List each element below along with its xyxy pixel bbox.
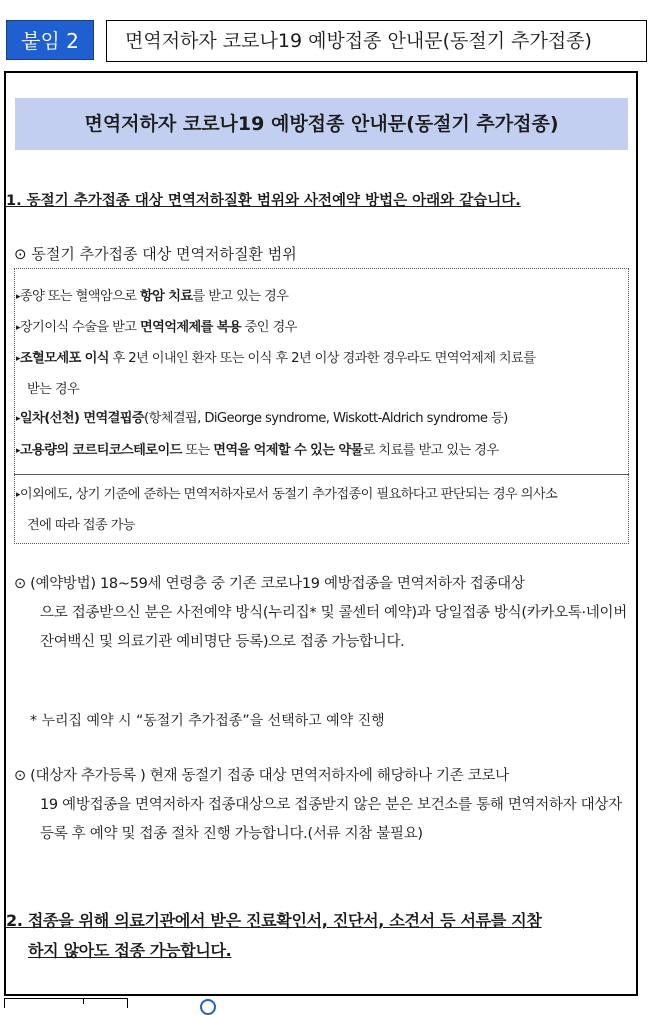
list-item: ▸일차(선천) 면역결핍증(항체결핍, DiGeorge syndrome, Wiskott-Aldrich syndrome 등) (16, 411, 508, 426)
booking-method-paragraph: ⊙ (예약방법) 18~59세 연령층 중 기존 코로나19 예방접종을 면역저하자 접종대상 으로 접종받으신 분은 사전예약 방식(누리집* 및 콜센터 예약)과 당일접종 방식(카카오톡·네이버 잔여백신 및 의료기관 예비명단 등록)으로 접종 가능합니다. (14, 576, 627, 650)
footer-divider (83, 998, 84, 1004)
list-item: ▸조혈모세포 이식 후 2년 이내인 환자 또는 이식 후 2년 이상 경과한 경우라도 면역억제제 치료를 받는 경우 (16, 351, 536, 397)
section2-heading: 2. 접종을 위해 의료기관에서 받은 진료확인서, 진단서, 소견서 등 서류를 지참 하지 않아도 접종 가능합니다. (6, 911, 542, 960)
list-item: ▸장기이식 수술을 받고 면역억제제를 복용 중인 경우 (16, 320, 297, 335)
section1-heading: 1. 동절기 추가접종 대상 면역저하질환 범위와 사전예약 방법은 아래와 같습니다. (6, 193, 521, 209)
footer-box (4, 998, 128, 1008)
list-item: ▸종양 또는 혈액암으로 항암 치료를 받고 있는 경우 (16, 289, 289, 304)
disease-range-subheading: ⊙ 동절기 추가접종 대상 면역저하질환 범위 (14, 245, 297, 263)
header-title: 면역저하자 코로나19 예방접종 안내문(동절기 추가접종) (106, 20, 647, 62)
list-divider (14, 474, 629, 475)
circle-icon (200, 999, 216, 1015)
additional-registration-paragraph: ⊙ (대상자 추가등록 ) 현재 동절기 접종 대상 면역저하자에 해당하나 기존 코로나 19 예방접종을 면역저하자 접종대상으로 접종받지 않은 분은 보건소를 통해 면역저하자 대상자 등록 후 예약 및 접종 절차 진행 가능합니다.(서류 지참 불필요) (14, 768, 622, 842)
attachment-tag: 붙임 2 (6, 20, 94, 60)
booking-note: * 누리집 예약 시 “동절기 추가접종”을 선택하고 예약 진행 (30, 713, 385, 729)
banner-title: 면역저하자 코로나19 예방접종 안내문(동절기 추가접종) (15, 98, 628, 150)
list-item: ▸고용량의 코르티코스테로이드 또는 면역을 억제할 수 있는 약물로 치료를 받고 있는 경우 (16, 443, 499, 458)
list-item: ▸이외에도, 상기 기준에 준하는 면역저하자로서 동절기 추가접종이 필요하다고 판단되는 경우 의사소 견에 따라 접종 가능 (16, 487, 558, 533)
